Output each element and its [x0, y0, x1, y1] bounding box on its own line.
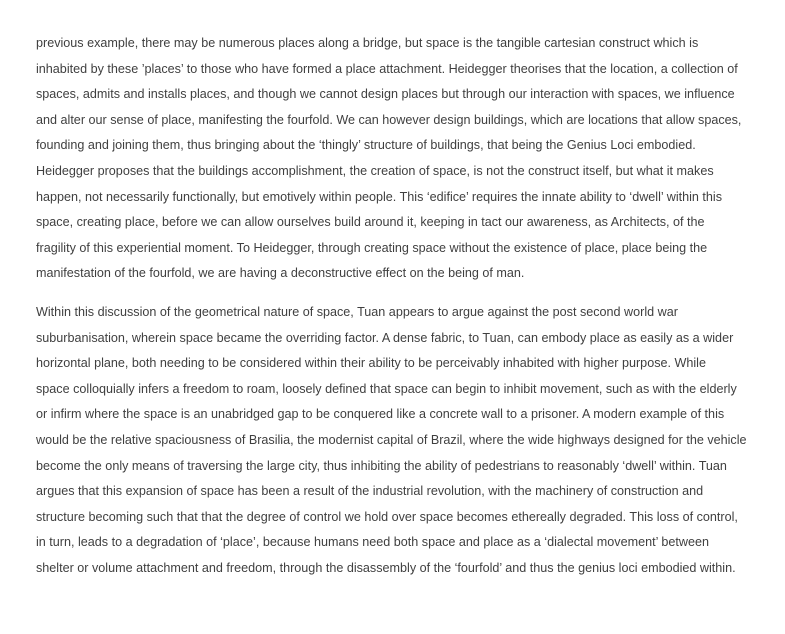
text-line: and alter our sense of place, manifesting the fourfold. We can however design buildings, which are locations that allow spaces,	[36, 112, 742, 127]
text-line: suburbanisation, wherein space became the overriding factor. A dense fabric, to Tuan, can embody place as easily as a wider	[36, 330, 734, 345]
text-line: previous example, there may be numerous places along a bridge, but space is the tangible cartesian construct which is	[36, 36, 699, 50]
text-line: happen, not necessarily functionally, but emotively within people. This ‘edifice’ requires the innate ability to ‘dwell’ within this	[36, 189, 723, 204]
text-line: space colloquially infers a freedom to roam, loosely defined that space can begin to inhibit movement, such as with the elderly	[36, 381, 737, 396]
text-line: shelter or volume attachment and freedom, through the disassembly of the ‘fourfold’ and thus the genius loci embodied within.	[36, 560, 736, 575]
text-line: become the only means of traversing the large city, thus inhibiting the ability of pedestrians to reasonably ‘dwell’ within. Tuan	[36, 458, 727, 473]
text-line: or infirm where the space is an unabridged gap to be conquered like a concrete wall to a prisoner. A modern example of this	[36, 407, 725, 422]
text-line: Heidegger proposes that the buildings accomplishment, the creation of space, is not the construct itself, but what it makes	[36, 163, 714, 178]
text-line: horizontal plane, both needing to be considered within their ability to be perceivably inhabited with higher purpose. While	[36, 356, 706, 371]
text-line: spaces, admits and installs places, and though we cannot design places but through our interaction with spaces, we influence	[36, 87, 735, 102]
text-line: space, creating place, before we can allow ourselves build around it, keeping in tact our awareness, as Architects, of the	[36, 215, 705, 230]
text-line: fragility of this experiential moment. To Heidegger, through creating space without the existence of place, place being the	[36, 240, 708, 255]
text-line: inhabited by these ’places’ to those who have formed a place attachment. Heidegger theorises that the location, a collection of	[36, 61, 738, 76]
paragraph-tuan	[36, 300, 767, 582]
text-line: in turn, leads to a degradation of ‘place’, because humans need both space and place as a ‘dialectal movement’ between	[36, 535, 710, 550]
paragraph-heidegger	[36, 31, 767, 287]
text-line: Within this discussion of the geometrical nature of space, Tuan appears to argue against the post second world war	[36, 304, 678, 319]
text-line: argues that this expansion of space has been a result of the industrial revolution, with the machinery of construction and	[36, 484, 704, 499]
text-line: manifestation of the fourfold, we are having a deconstructive effect on the being of man.	[36, 266, 525, 281]
text-line: structure becoming such that that the degree of control we hold over space becomes ethereally degraded. This loss of control,	[36, 509, 738, 524]
text-line: founding and joining them, thus bringing about the ‘thingly’ structure of buildings, that being the Genius Loci embodied.	[36, 138, 696, 153]
text-line: would be the relative spaciousness of Brasilia, the modernist capital of Brazil, where the wide highways designed for the vehicle	[36, 432, 747, 447]
